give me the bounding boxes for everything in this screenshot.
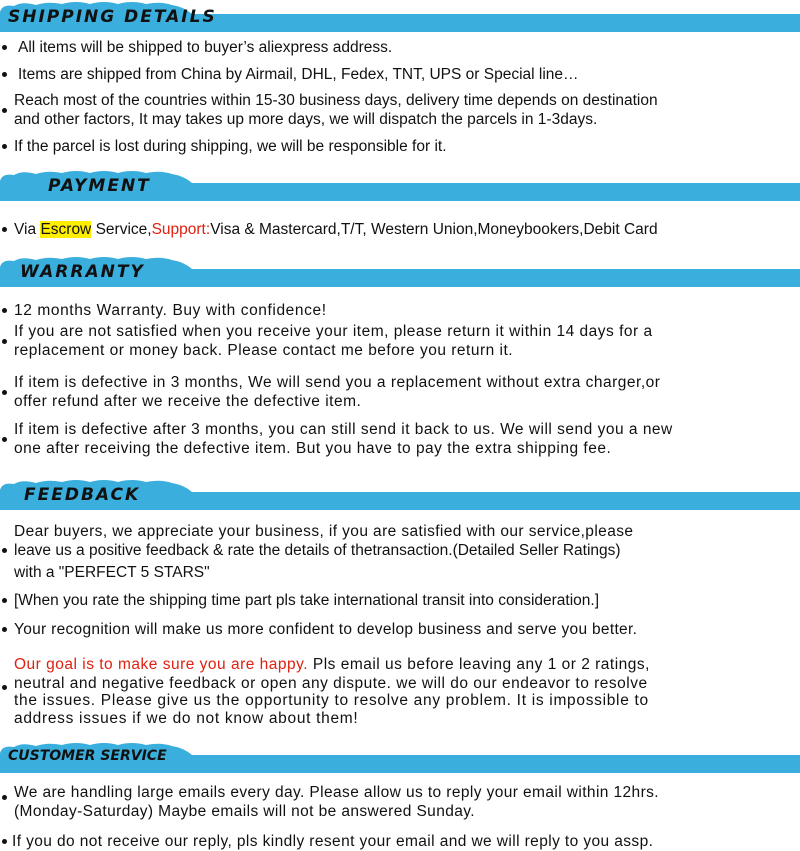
bullet-icon <box>2 339 7 344</box>
feedback-banner <box>0 480 800 512</box>
shipping-title: SHIPPING DETAILS <box>8 7 217 27</box>
bullet-icon <box>2 308 7 313</box>
bullet-icon <box>2 227 7 232</box>
escrow-highlight: Escrow <box>40 221 92 238</box>
payment-title: PAYMENT <box>48 176 151 196</box>
bullet-icon <box>2 839 7 844</box>
customer-service-title: CUSTOMER SERVICE <box>8 748 167 764</box>
bullet-icon <box>2 685 7 690</box>
bullet-icon <box>2 144 7 149</box>
bullet-icon <box>2 72 7 77</box>
bullet-icon <box>2 598 7 603</box>
bullet-icon <box>2 390 7 395</box>
shipping-banner <box>0 2 800 34</box>
bullet-icon <box>2 108 7 113</box>
payment-line: Via Escrow Service,Support:Visa & Mastercard,T/T, Western Union,Moneybookers,Debit Card <box>14 221 658 238</box>
support-label: Support: <box>151 221 211 238</box>
goal-text: Our goal is to make sure you are happy. <box>14 656 309 673</box>
bullet-icon <box>2 45 7 50</box>
warranty-title: WARRANTY <box>20 262 145 282</box>
customer-service-banner <box>0 743 800 775</box>
bullet-icon <box>2 437 7 442</box>
warranty-banner <box>0 257 800 289</box>
feedback-title: FEEDBACK <box>24 485 141 505</box>
payment-banner <box>0 171 800 203</box>
bullet-icon <box>2 795 7 800</box>
bullet-icon <box>2 627 7 632</box>
bullet-icon <box>2 548 7 553</box>
